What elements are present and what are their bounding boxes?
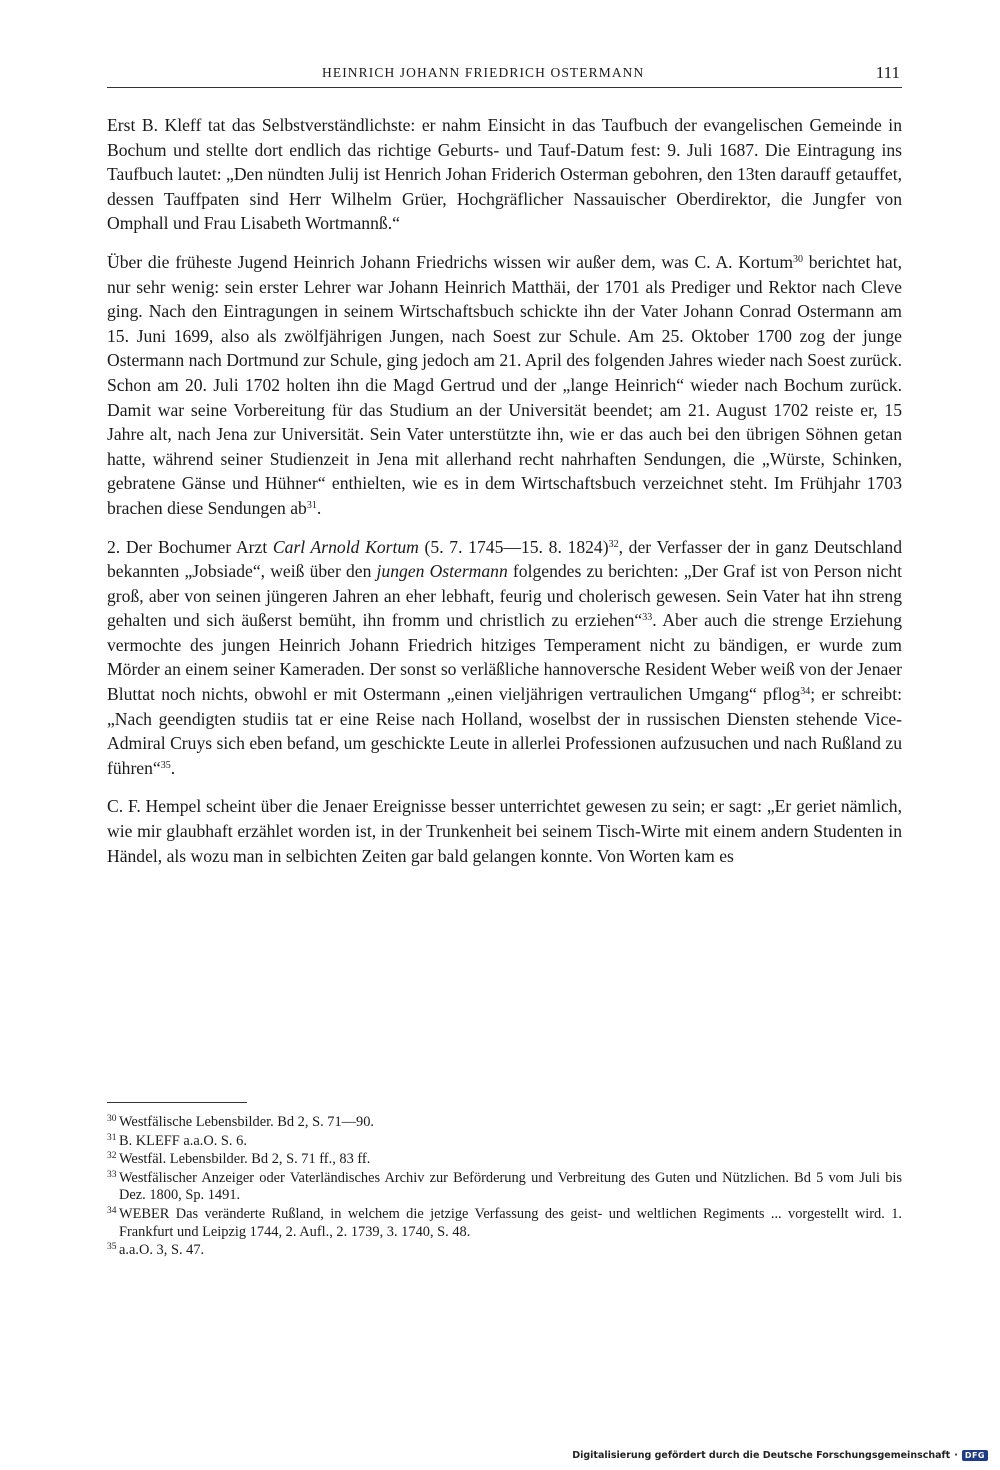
credit-text: Digitalisierung gefördert durch die Deutsche Forschungsgemeinschaft [572,1450,951,1461]
footnote-ref: 35 [160,759,171,771]
text-run: Erst B. Kleff tat das Selbstverständlichste: er nahm Einsicht in das Taufbuch der evangelischen Gemeinde in Bochum und stellte dort endlich das richtige Geburts- und Tauf-Datum fest: 9. Juli 1687. Die Eintragung ins Taufbuch lautet: „Den nündten Julij ist Henrich Johan Friderich Osterman gebohren, den 13ten darauff getauffet, dessen Tauffpaten sind Herr Wilhelm Grüer, Hochgräflicher Nassauischer Oberdirektor, die Jungfer von Omphall und Frau Lisabeth Wortmannß.“ [107,115,902,234]
text-run: Über die früheste Jugend Heinrich Johann Friedrichs wissen wir außer dem, was C. A. Kortum [107,251,794,272]
footnote-ref: 33 [642,612,653,624]
emphasis: Carl Arnold Kortum [272,536,419,557]
footnote-number: 31 [107,1132,117,1143]
footnote-text: WEBER Das veränderte Rußland, in welchem die jetzige Verfassung des geist- und weltlichen Regiments ... vorgestellt wird. 1. Frankfurt und Leipzig 1744, 2. Aufl., 2. 1739, 3. 1740, S. 48. [119,1205,902,1240]
dfg-logo: DFG [962,1450,988,1461]
text-run: (5. 7. 1745—15. 8. 1824) [418,536,609,557]
text-run: ; er schreibt: „Nach geendigten studiis tat er eine Reise nach Holland, woselbst der in russischen Diensten stehende Vice-Admiral Cruys sich eben befand, um geschickte Leute in allerlei Professionen aufzusuchen und nach Rußland zu führen“ [107,684,902,778]
text-run: . [170,757,176,778]
text-run: C. F. Hempel scheint über die Jenaer Ereignisse besser unterrichtet gewesen zu sein; er sagt: „Er geriet nämlich, wie mir glaubhaft erzählet worden ist, in der Trunkenheit bei seinem Tisch-Wirte mit einem andern Studenten in Händel, als wozu man in selbichten Zeiten gar bald gelangen konnte. Von Worten kam es [107,796,902,866]
paragraph [107,113,902,236]
text-run: . [316,497,322,518]
footnote [107,1114,902,1132]
footnote-number: 32 [107,1151,117,1162]
text-run: berichtet hat, nur sehr wenig: sein erster Lehrer war Johann Heinrich Matthäi, der 1701 als Prediger und Rektor nach Cleve ging. Nach den Eintragungen in seinem Wirtschaftsbuch schickte ihn der Vater Johann Conrad Ostermann am 15. Juni 1699, also als zwölfjährigen Jungen, nach Soest zur Schule. Am 25. Oktober 1700 zog der junge Ostermann nach Dortmund zur Schule, ging jedoch am 21. April des folgenden Jahres wieder nach Soest zurück. Schon am 20. Juli 1702 holten ihn die Magd Gertrud und der „lange Heinrich“ wieder nach Bochum zurück. Damit war seine Vorbereitung für das Studium an der Universität beendet; am 21. August 1702 reiste er, 15 Jahre alt, nach Jena zur Universität. Sein Vater unterstützte ihn, wie er das auch bei den übrigen Söhnen getan hatte, während seiner Studienzeit in Jena mit allerhand recht nahrhaften Sendungen, die „Würste, Schinken, gebratene Gänse und Hühner“ enthielten, wie es in dem Wirtschaftsbuch verzeichnet steht. Im Frühjahr 1703 brachen diese Sendungen ab [107,251,903,518]
footnote-number: 33 [107,1169,117,1180]
footnote-text: B. KLEFF a.a.O. S. 6. [119,1132,247,1149]
footnote [107,1133,902,1151]
running-head [107,63,902,88]
text-run: . Aber auch die strenge Erziehung vermochte des jungen Heinrich Johann Friedrich hitziges Temperament nicht zu bändigen, er wurde zum Mörder an einem seiner Kameraden. Der sonst so verläßliche hannoversche Resident Weber weiß von der Jenaer Bluttat noch nichts, obwohl er mit Ostermann „einen vieljährigen vertraulichen Umgang“ pflog [107,610,902,705]
footnote-text: Westfälische Lebensbilder. Bd 2, S. 71—90. [119,1114,375,1130]
footnote-number: 30 [107,1114,117,1124]
body-text [107,113,902,868]
footnote-rule [107,1102,247,1103]
footnote-text: Westfälischer Anzeiger oder Vaterländisches Archiv zur Beförderung und Verbreitung des Guten und Nützlichen. Bd 5 vom Juli bis Dez. 1800, Sp. 1491. [119,1169,902,1204]
footnotes [107,1114,902,1261]
footnote [107,1151,902,1169]
page-number: 111 [875,63,900,82]
footnote [107,1242,902,1260]
footnote-ref: 31 [306,499,317,511]
footnote [107,1170,902,1205]
running-title: HEINRICH JOHANN FRIEDRICH OSTERMANN [322,65,645,80]
text-run: , der Verfasser der in ganz Deutschland bekannten „Jobsiade“, weiß über den [107,536,902,582]
paragraph [107,250,902,521]
footnote-number: 34 [107,1205,117,1216]
footnote-text: a.a.O. 3, S. 47. [119,1242,205,1259]
digitization-credit: Digitalisierung gefördert durch die Deutsche Forschungsgemeinschaft · DFG [572,1450,988,1461]
footnote-number: 35 [107,1242,117,1253]
paragraph [107,794,902,868]
footnote-ref: 32 [608,538,619,550]
footnote-ref: 30 [793,253,804,265]
footnote-ref: 34 [800,686,811,698]
text-run: 2. Der Bochumer Arzt [107,536,273,557]
footnote-text: Westfäl. Lebensbilder. Bd 2, S. 71 ff., 83 ff. [119,1151,371,1168]
paragraph [107,535,902,781]
text-run: folgendes zu berichten: „Der Graf ist von Person nicht groß, aber von seinen jüngeren Jahren an eher lebhaft, feurig und cholerisch gewesen. Sein Vater hat ihn streng gehalten und sich äußerst bemüht, ihn fromm und christlich zu erziehen“ [107,561,903,631]
footnote [107,1206,902,1241]
emphasis: jungen Ostermann [376,561,508,582]
